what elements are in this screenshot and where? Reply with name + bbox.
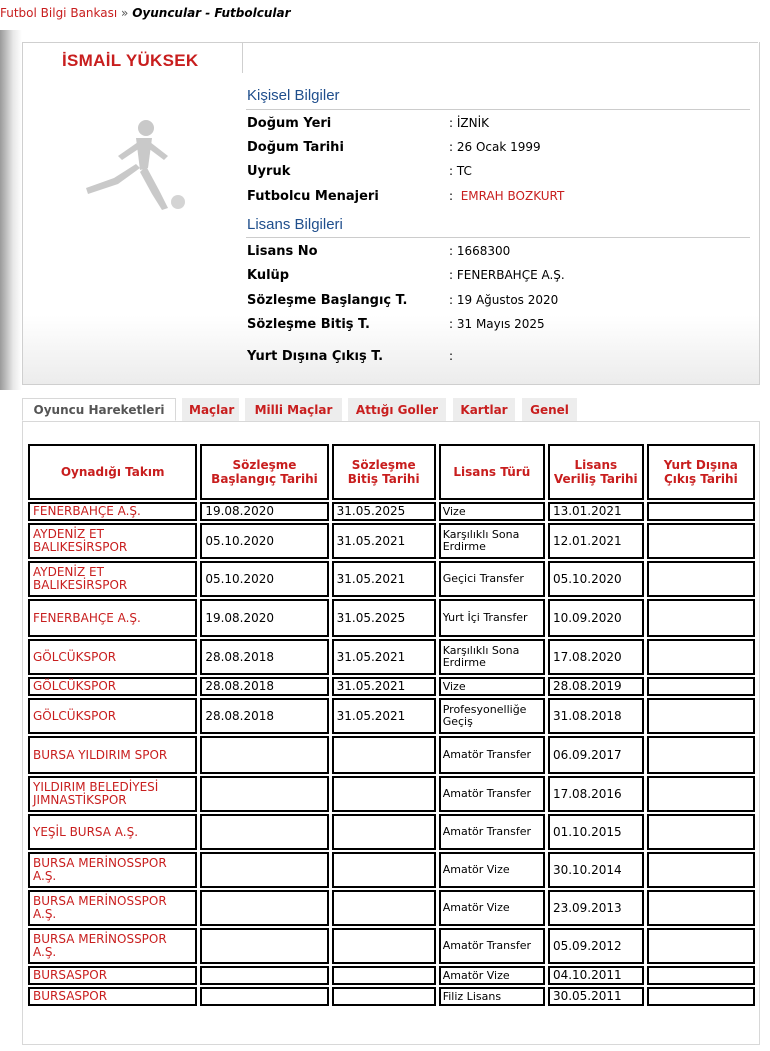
tab-goals[interactable]: Attığı Goller <box>348 398 446 421</box>
cell-license-type: Amatör Vize <box>439 890 545 926</box>
cell-abroad-date <box>647 776 755 812</box>
tab-national-matches[interactable]: Milli Maçlar <box>245 398 342 421</box>
cell-contract-start: 05.10.2020 <box>200 523 328 559</box>
table-row <box>28 776 755 812</box>
cell-abroad-date <box>647 966 755 985</box>
cell-team[interactable]: BURSA YILDIRIM SPOR <box>28 736 197 774</box>
info-value: : 1668300 <box>449 244 511 258</box>
table-row <box>28 561 755 597</box>
info-row-manager <box>247 189 747 209</box>
license-info-divider <box>246 237 750 238</box>
page-shadow <box>0 30 22 390</box>
cell-team[interactable]: AYDENİZ ET BALIKESİRSPOR <box>28 561 197 597</box>
cell-license-type: Amatör Vize <box>439 966 545 985</box>
table-row <box>28 698 755 734</box>
info-label: Doğum Tarihi <box>247 140 344 155</box>
cell-license-date: 30.10.2014 <box>548 852 644 888</box>
cell-license-date: 30.05.2011 <box>548 987 644 1006</box>
info-colon: : <box>449 189 454 203</box>
card-top-border <box>241 42 758 43</box>
cell-license-date: 28.08.2019 <box>548 677 644 696</box>
cell-abroad-date <box>647 852 755 888</box>
cell-license-type: Amatör Transfer <box>439 814 545 850</box>
info-row-birthplace <box>247 116 747 136</box>
cell-contract-end <box>332 966 436 985</box>
cell-abroad-date <box>647 698 755 734</box>
cell-license-date: 05.09.2012 <box>548 928 644 964</box>
cell-team[interactable]: GÖLCÜKSPOR <box>28 639 197 675</box>
cell-license-type: Amatör Transfer <box>439 776 545 812</box>
info-value: : 31 Mayıs 2025 <box>449 317 545 331</box>
table-body <box>28 502 755 1006</box>
info-label: Kulüp <box>247 268 290 283</box>
manager-link[interactable]: EMRAH BOZKURT <box>460 189 565 203</box>
breadcrumb-link-root[interactable]: Futbol Bilgi Bankası <box>0 6 118 20</box>
info-value: : 26 Ocak 1999 <box>449 140 541 154</box>
cell-license-date: 17.08.2020 <box>548 639 644 675</box>
personal-info-divider <box>246 109 750 110</box>
table-row <box>28 928 755 964</box>
cell-contract-start: 19.08.2020 <box>200 599 328 637</box>
cell-license-type: Amatör Vize <box>439 852 545 888</box>
cell-contract-end <box>332 928 436 964</box>
cell-abroad-date <box>647 677 755 696</box>
cell-license-date: 04.10.2011 <box>548 966 644 985</box>
cell-contract-start: 28.08.2018 <box>200 639 328 675</box>
table-row <box>28 890 755 926</box>
col-header-abroad-date: Yurt Dışına Çıkış Tarihi <box>647 444 755 500</box>
cell-license-date: 17.08.2016 <box>548 776 644 812</box>
info-value: : TC <box>449 164 472 178</box>
info-label: Sözleşme Başlangıç T. <box>247 293 408 308</box>
player-name: İSMAİL YÜKSEK <box>62 51 199 70</box>
cell-abroad-date <box>647 599 755 637</box>
cell-team[interactable]: BURSASPOR <box>28 987 197 1006</box>
cell-contract-end: 31.05.2025 <box>332 599 436 637</box>
cell-team[interactable]: AYDENİZ ET BALIKESİRSPOR <box>28 523 197 559</box>
breadcrumb <box>0 6 291 20</box>
cell-contract-end: 31.05.2025 <box>332 502 436 521</box>
cell-abroad-date <box>647 814 755 850</box>
cell-contract-end: 31.05.2021 <box>332 698 436 734</box>
info-row-abroad-date <box>247 349 747 369</box>
cell-contract-start <box>200 736 328 774</box>
cell-contract-start <box>200 852 328 888</box>
table-row <box>28 639 755 675</box>
cell-contract-end: 31.05.2021 <box>332 639 436 675</box>
tab-general[interactable]: Genel <box>522 398 577 421</box>
cell-contract-end <box>332 987 436 1006</box>
cell-contract-start: 05.10.2020 <box>200 561 328 597</box>
cell-contract-start: 19.08.2020 <box>200 502 328 521</box>
info-label: Futbolcu Menajeri <box>247 189 379 204</box>
cell-contract-start <box>200 928 328 964</box>
table-row <box>28 987 755 1006</box>
transfer-history-table <box>25 442 758 1008</box>
cell-abroad-date <box>647 502 755 521</box>
col-header-license-date: Lisans Veriliş Tarihi <box>548 444 644 500</box>
cell-license-date: 05.10.2020 <box>548 561 644 597</box>
cell-license-type: Karşılıklı Sona Erdirme <box>439 639 545 675</box>
cell-license-date: 23.09.2013 <box>548 890 644 926</box>
cell-license-type: Amatör Transfer <box>439 928 545 964</box>
footballer-silhouette-icon <box>78 116 190 216</box>
cell-team[interactable]: YILDIRIM BELEDİYESİ JIMNASTİKSPOR <box>28 776 197 812</box>
cell-license-date: 31.08.2018 <box>548 698 644 734</box>
info-row-birthdate <box>247 140 747 160</box>
table-row <box>28 814 755 850</box>
cell-team[interactable]: YEŞİL BURSA A.Ş. <box>28 814 197 850</box>
cell-team[interactable]: BURSASPOR <box>28 966 197 985</box>
cell-license-date: 12.01.2021 <box>548 523 644 559</box>
cell-license-type: Vize <box>439 677 545 696</box>
cell-license-date: 13.01.2021 <box>548 502 644 521</box>
table-row <box>28 966 755 985</box>
tab-cards[interactable]: Kartlar <box>453 398 515 421</box>
cell-license-type: Geçici Transfer <box>439 561 545 597</box>
col-header-team: Oynadığı Takım <box>28 444 197 500</box>
cell-license-date: 01.10.2015 <box>548 814 644 850</box>
cell-abroad-date <box>647 736 755 774</box>
info-row-contract-start <box>247 293 747 313</box>
breadcrumb-current: Oyuncular - Futbolcular <box>132 6 291 20</box>
cell-abroad-date <box>647 561 755 597</box>
table-row <box>28 523 755 559</box>
cell-abroad-date <box>647 523 755 559</box>
tab-player-movements[interactable]: Oyuncu Hareketleri <box>22 398 176 421</box>
cell-abroad-date <box>647 928 755 964</box>
col-header-license-type: Lisans Türü <box>439 444 545 500</box>
cell-contract-start <box>200 966 328 985</box>
table-row <box>28 852 755 888</box>
cell-team[interactable]: BURSA MERİNOSSPOR A.Ş. <box>28 852 197 888</box>
cell-contract-end: 31.05.2021 <box>332 677 436 696</box>
info-value: : <box>449 349 454 363</box>
cell-contract-start <box>200 890 328 926</box>
table-header-row <box>28 444 755 500</box>
cell-team[interactable]: BURSA MERİNOSSPOR A.Ş. <box>28 890 197 926</box>
cell-contract-end: 31.05.2021 <box>332 561 436 597</box>
cell-team[interactable]: GÖLCÜKSPOR <box>28 677 197 696</box>
table-row <box>28 736 755 774</box>
info-value <box>449 189 564 203</box>
info-value: : FENERBAHÇE A.Ş. <box>449 268 565 282</box>
cell-license-date: 10.09.2020 <box>548 599 644 637</box>
info-row-contract-end <box>247 317 747 337</box>
cell-license-type: Filiz Lisans <box>439 987 545 1006</box>
col-header-contract-start: Sözleşme Başlangıç Tarihi <box>200 444 328 500</box>
personal-info-title: Kişisel Bilgiler <box>247 87 340 104</box>
cell-contract-end <box>332 852 436 888</box>
cell-license-type: Amatör Transfer <box>439 736 545 774</box>
breadcrumb-separator: » <box>121 6 129 20</box>
table-row <box>28 677 755 696</box>
cell-license-date: 06.09.2017 <box>548 736 644 774</box>
cell-contract-start <box>200 987 328 1006</box>
info-value: : İZNİK <box>449 116 490 130</box>
license-info-title: Lisans Bilgileri <box>247 216 343 233</box>
info-value: : 19 Ağustos 2020 <box>449 293 559 307</box>
cell-license-type: Profesyonelliğe Geçiş <box>439 698 545 734</box>
info-label: Uyruk <box>247 164 291 179</box>
cell-team[interactable]: BURSA MERİNOSSPOR A.Ş. <box>28 928 197 964</box>
cell-contract-end <box>332 736 436 774</box>
cell-contract-start <box>200 814 328 850</box>
info-row-nationality <box>247 164 747 184</box>
cell-team[interactable]: FENERBAHÇE A.Ş. <box>28 599 197 637</box>
cell-abroad-date <box>647 987 755 1006</box>
cell-license-type: Karşılıklı Sona Erdirme <box>439 523 545 559</box>
cell-abroad-date <box>647 890 755 926</box>
tab-matches[interactable]: Maçlar <box>182 398 239 421</box>
table-row <box>28 502 755 521</box>
info-label: Sözleşme Bitiş T. <box>247 317 370 332</box>
cell-contract-end <box>332 890 436 926</box>
cell-contract-end <box>332 814 436 850</box>
cell-contract-start: 28.08.2018 <box>200 698 328 734</box>
col-header-contract-end: Sözleşme Bitiş Tarihi <box>332 444 436 500</box>
cell-contract-start <box>200 776 328 812</box>
info-row-license-no <box>247 244 747 264</box>
cell-contract-end <box>332 776 436 812</box>
cell-license-type: Vize <box>439 502 545 521</box>
cell-contract-end: 31.05.2021 <box>332 523 436 559</box>
cell-team[interactable]: GÖLCÜKSPOR <box>28 698 197 734</box>
cell-contract-start: 28.08.2018 <box>200 677 328 696</box>
info-label: Yurt Dışına Çıkış T. <box>247 349 384 364</box>
cell-team[interactable]: FENERBAHÇE A.Ş. <box>28 502 197 521</box>
info-label: Doğum Yeri <box>247 116 332 131</box>
info-row-club <box>247 268 747 288</box>
cell-abroad-date <box>647 639 755 675</box>
cell-license-type: Yurt İçi Transfer <box>439 599 545 637</box>
table-row <box>28 599 755 637</box>
info-label: Lisans No <box>247 244 318 259</box>
